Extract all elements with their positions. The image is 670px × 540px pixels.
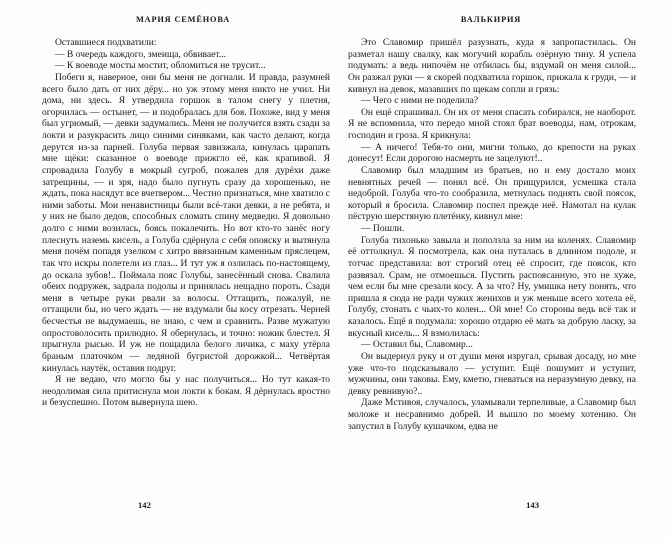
paragraph: Он ещё спрашивал. Он их от меня спасать собирался, не наоборот. Я не вспомнила, что передо мной стоял брат воеводы, нам, отрокам, господин и гроза. Я крикнула: [348, 106, 636, 141]
right-page-number: 143 [526, 500, 539, 510]
paragraph: Голуба тихонько завыла и поползла за ним на коленях. Славомир её оттолкнул. Я посмотрела, как она путалась в длинном подоле, и тотчас представила: вот строгий отец её спросит, где поясок, кто развязал. Срам, не отмоешься. Пустить распоясанную, это не хуже, чем если бы мне срезали косу. А за что? Ну, умишка нету понять, что пришла я сюда не ради чужих женихов и уж меньше всего хотела её, Голубу, стонать с чьих-то колен... Ой мне! Со стороны ведь всё так и казалось. Ещё я подумала: хорошо отдарю её мать за добрую ласку, за вкусный кисель... Я взмолилась: [348, 234, 636, 339]
paragraph: Он выдернул руку и от души меня изругал, срывая досаду, но мне уже что-то подсказывало — уступит. Ещё пошумит и уступит, мужчины, они таковы. Ему, кметю, гневаться на неразумную девку, на девку ревнивую?.. [348, 350, 636, 397]
paragraph: Это Славомир пришёл разузнать, куда я запропастилась. Он разметал нашу свалку, как могучий корабль озёрную тину. Я успела подумать: а ведь нипочём не отбилась бы, вздумай он меня силой... Он разжал руки — я скорей подхватила горшок, прижала к груди, — и кивнул на девок, мазавших по щекам сопли и грязь: [348, 37, 636, 95]
right-page-text-column [348, 37, 636, 432]
paragraph: — Пошли. [361, 223, 405, 234]
paragraph: — Чего с ними не поделила? [361, 95, 479, 107]
paragraph: — Оставил бы, Славомир... [361, 339, 473, 351]
paragraph: — В очередь каждого, змеища, обвивает... [55, 48, 227, 60]
paragraph: Я не ведаю, что могло бы у нас получиться... Но тут какая-то неодолимая сила притиснула мои локти к бокам. Я дёрнулась яростно и безуспешно. Потом вывернула шею. [42, 374, 330, 409]
paragraph: Даже Мстивоя, случалось, уламывали терпеливые, а Славомир был моложе и несравнимо добрей. И вышло по моему хотению. Он запустил в Голубу кушачком, едва не [348, 397, 636, 432]
paragraph: — К воеводе мосты мостит, обломиться не трусит... [55, 60, 266, 72]
paragraph: — А ничего! Тебя-то они, мигни только, до крепости на руках донесут! Если дорогою насмерть не зацелуют!.. [348, 141, 636, 165]
left-page-number: 142 [138, 500, 151, 510]
left-page-text-column [42, 37, 330, 409]
right-page [336, 0, 670, 540]
paragraph: Побеги я, наверное, они бы меня не догнали. И правда, разумней всего было дать от них дёру... но уж этому меня никто не учил. Ни дома, ни здесь. Я утвердила горшок в талом снегу у плетня, огорчилась — остынет, — и подобралась для боя. Похоже, вид у меня был угрюмый, — девки задумались. Меня не получится взять сзади за локти и разукрасить лицо синими синяками, как часто делают, когда дерутся из-за парней. Голуба первая завизжала, кинулась царапать мне щёки: сказанное о воеводе прижгло её, как крапивой. Я спровадила Голубу в мокрый сугроб, пожалев для дурёхи даже затрещины, — и зря, надо было пугнуть сразу да хорошенько, не ждать, пока насядут все вчетвером... Честно признаться, мне хватило с ними заботы. Мои ненавистницы были всё-таки девки, а не ребята, и у них не было дедов, способных сломать спину медведю. Я довольно долго с ними возилась, боясь покалечить. Но вот кто-то занёс ногу плеснуть наземь кисель, а Голуба сдёрнула с себя опояску и вытянула меня почём попадя узелком с хитро ввязанным каменным пряслецем, так что искры полетели из глаз... И тут уж я озлилась по-настоящему, до оскала зубов!.. Поймала пояс Голубы, занесённый снова. Свалила обеих подружек, задрала подолы и принялась нещадно пороть. Сзади меня в четыре руки рвали за волосы. Оттащить, пожалуй, не оттащили бы, но чего ждать — не вздумали бы косу отрезать. Черней бесчестья не выдумаешь, не знаю, с чем и сравнить. Разве мужатую опростоволосить прилюдно. Я обернулась, и точно: ножик блестел. Я прыгнула рысью. И уж не пощадила белого личика, с маху утёрла браным платочком — ледяной бугристой дорожкой... Четвёртая кинулась наутёк, оставив подруг. [42, 71, 330, 374]
left-page-running-head: МАРИЯ СЕМЁНОВА [135, 15, 231, 24]
paragraph: Славомир был младшим из братьев, но и ему достало моих невнятных речей — понял всё. Он прищурился, усмешка стала недоброй. Голуба что-то сообразила, метнулась поднять свой поясок, который я бросила. Славомир поспел прежде неё. Намотал на кулак пёструю шерстяную плетёнку, кивнул мне: [348, 164, 636, 223]
right-page-running-head: ВАЛЬКИРИЯ [460, 15, 522, 24]
paragraph: Оставшиеся подхватили: [55, 37, 157, 48]
